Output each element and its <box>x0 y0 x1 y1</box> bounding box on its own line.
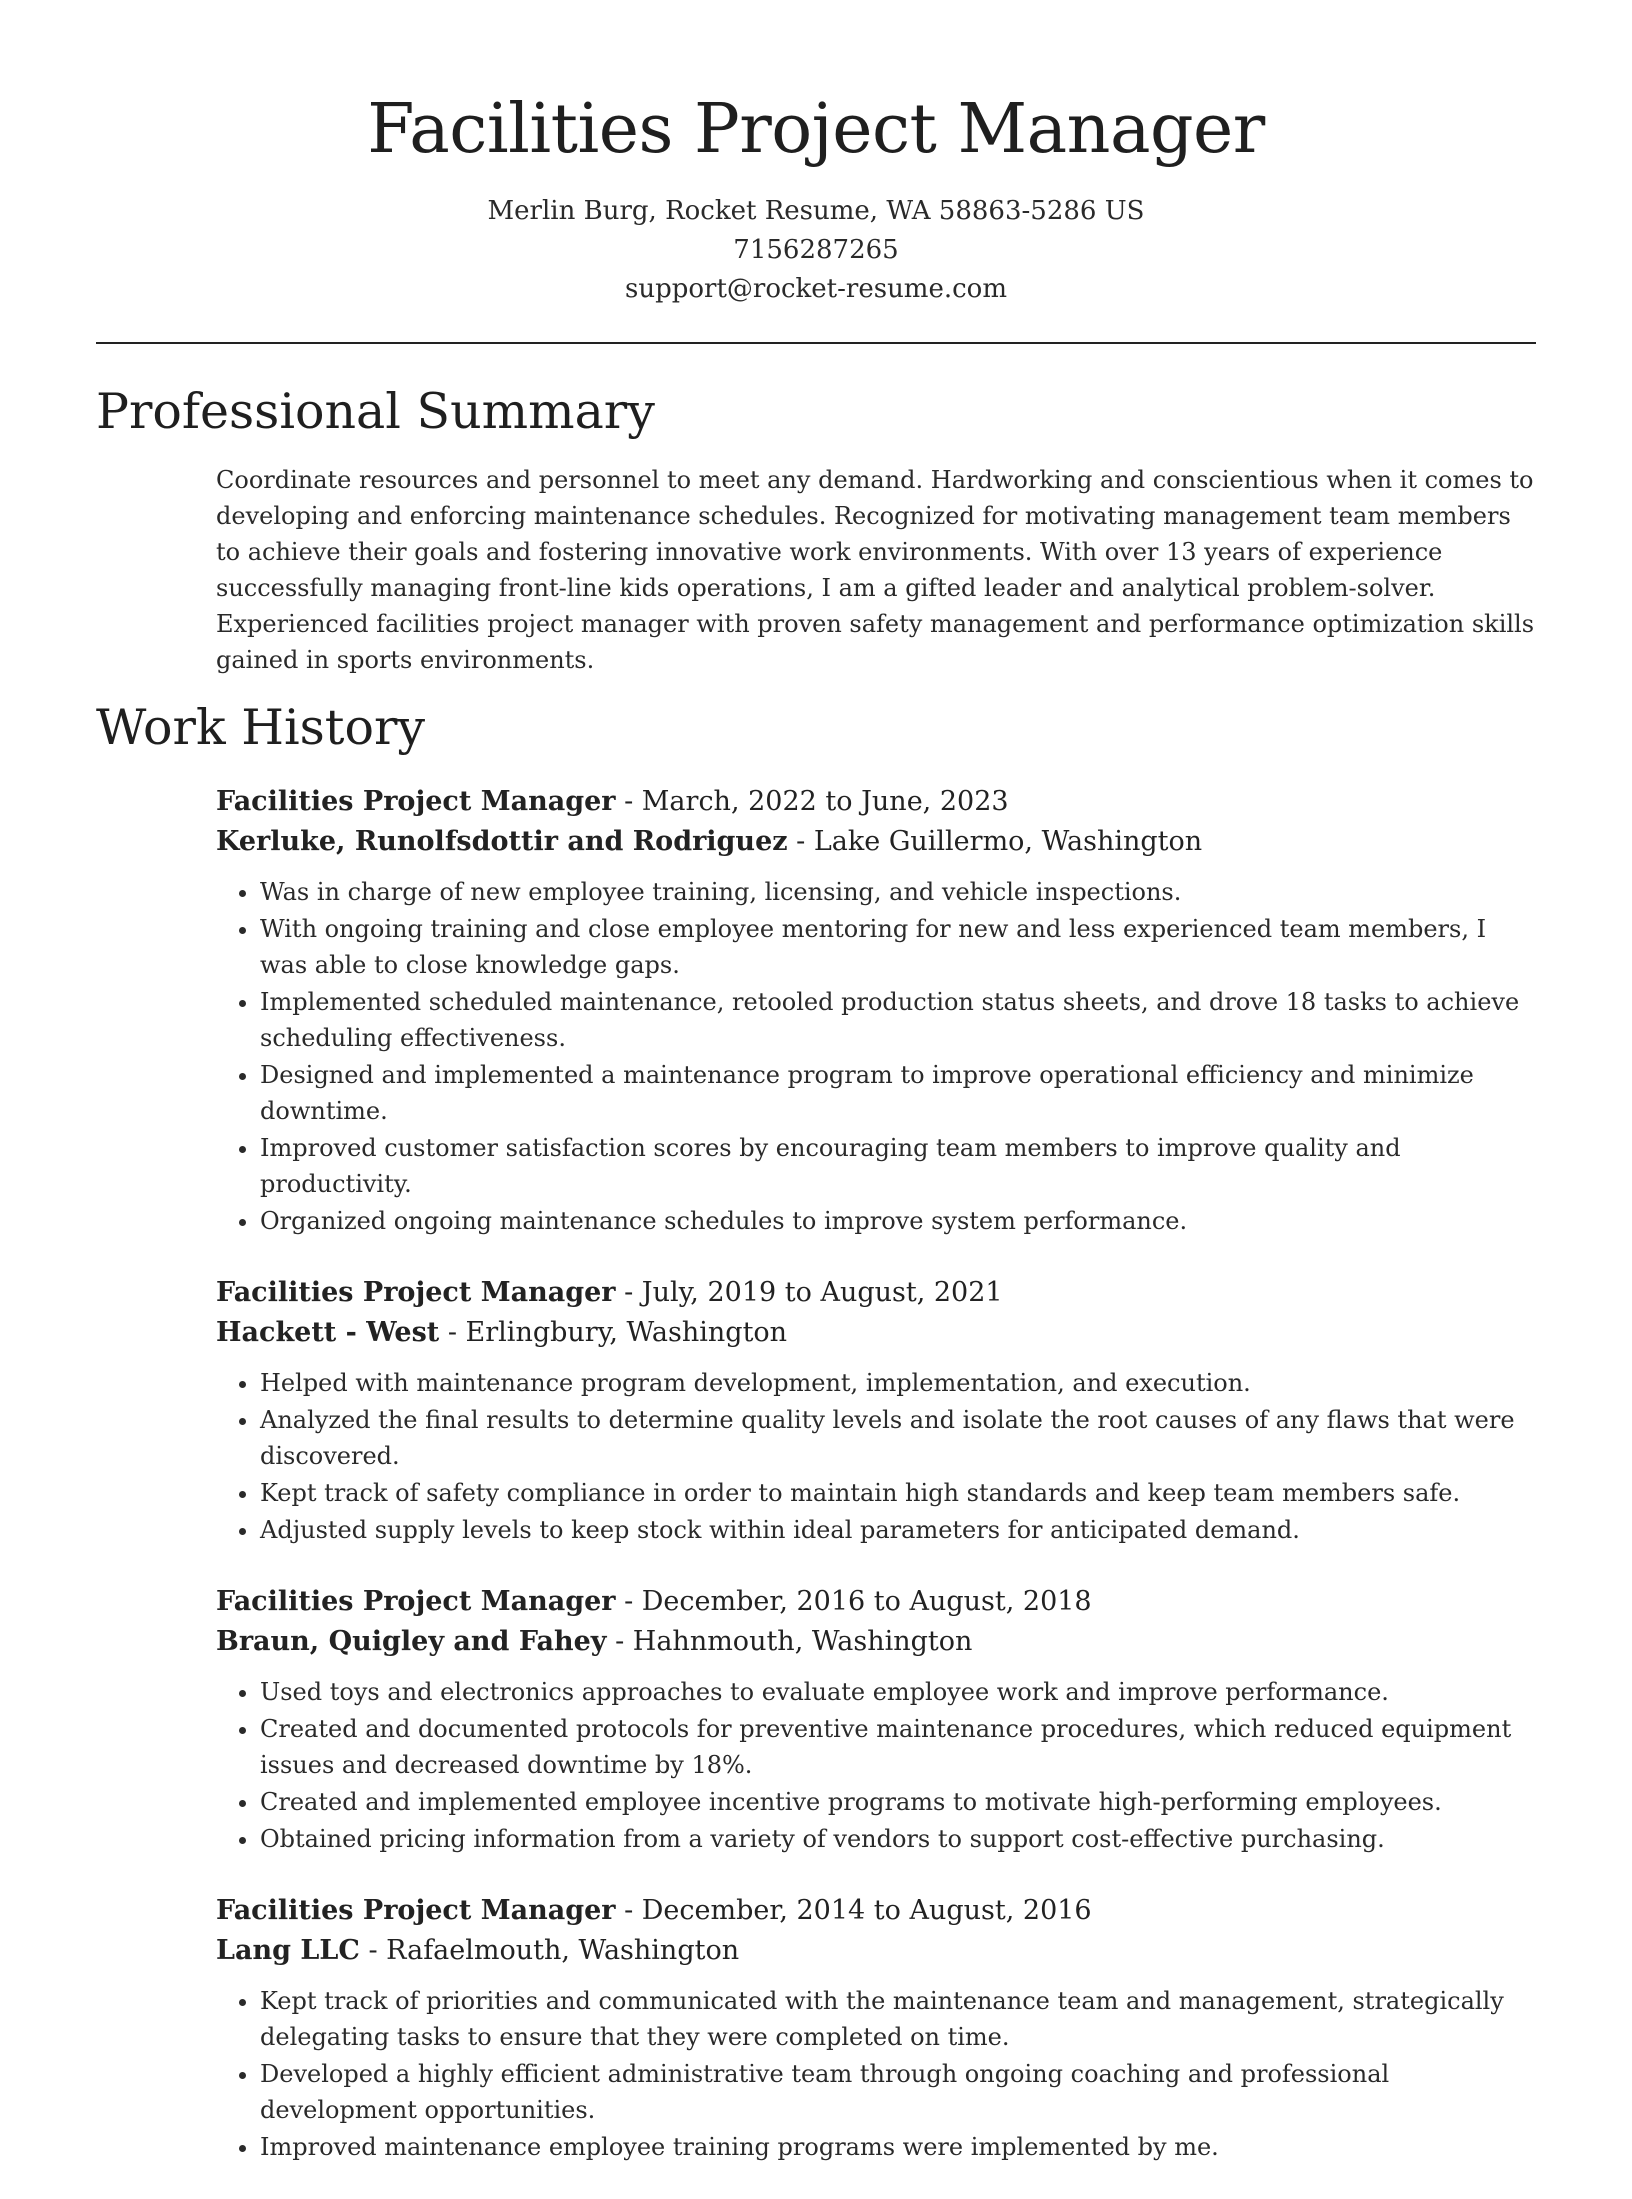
job-bullet: • Improved maintenance employee training programs were implemented by me. <box>260 2129 1540 2165</box>
job-bullet: • Adjusted supply levels to keep stock within ideal parameters for anticipated demand. <box>260 1512 1540 1548</box>
contact-email: support@rocket-resume.com <box>624 274 1007 304</box>
job-title-line <box>216 1891 1540 1931</box>
job-company: Braun, Quigley and Fahey <box>216 1626 607 1657</box>
job-bullets <box>216 1983 1540 2165</box>
job-bullet: • Helped with maintenance program development, implementation, and execution. <box>260 1365 1540 1401</box>
job-bullet: • Kept track of priorities and communicated with the maintenance team and management, strategically delegating tasks to ensure that they were completed on time. <box>260 1983 1540 2055</box>
job-bullet: • Obtained pricing information from a variety of vendors to support cost-effective purchasing. <box>260 1821 1540 1857</box>
job-location: - Rafaelmouth, Washington <box>359 1935 740 1966</box>
work-history-heading: Work History <box>96 699 426 756</box>
contact-address: Merlin Burg, Rocket Resume, WA 58863-5286 US <box>487 196 1145 226</box>
job-bullet: • Kept track of safety compliance in order to maintain high standards and keep team members safe. <box>260 1475 1540 1511</box>
job-role: Facilities Project Manager <box>216 786 616 817</box>
job-company-line <box>216 1313 1540 1353</box>
job-bullet: • Organized ongoing maintenance schedules to improve system performance. <box>260 1203 1540 1239</box>
job-entry <box>216 1582 1540 1857</box>
contact-phone: 7156287265 <box>733 235 899 265</box>
job-company: Kerluke, Runolfsdottir and Rodriguez <box>216 826 788 857</box>
job-bullet: • Analyzed the final results to determine quality levels and isolate the root causes of any flaws that were discovered. <box>260 1402 1540 1474</box>
job-bullet: • Was in charge of new employee training, licensing, and vehicle inspections. <box>260 874 1540 910</box>
job-bullets <box>216 1365 1540 1548</box>
job-company-line <box>216 1931 1540 1971</box>
job-location: - Erlingbury, Washington <box>439 1317 788 1348</box>
job-entry <box>216 1891 1540 2165</box>
job-bullet: • Designed and implemented a maintenance program to improve operational efficiency and minimize downtime. <box>260 1057 1540 1129</box>
job-location: - Lake Guillermo, Washington <box>787 826 1203 857</box>
job-dates: - December, 2016 to August, 2018 <box>615 1586 1092 1617</box>
job-bullet: • Created and documented protocols for preventive maintenance procedures, which reduced equipment issues and decreased downtime by 18%. <box>260 1711 1540 1783</box>
job-company-line <box>216 1622 1540 1662</box>
job-dates: - July, 2019 to August, 2021 <box>615 1277 1003 1308</box>
summary-heading: Professional Summary <box>96 383 655 440</box>
job-dates: - December, 2014 to August, 2016 <box>615 1895 1092 1926</box>
job-company-line <box>216 822 1540 862</box>
job-bullets <box>216 1674 1540 1857</box>
job-bullet: • Created and implemented employee incentive programs to motivate high-performing employees. <box>260 1784 1540 1820</box>
job-role: Facilities Project Manager <box>216 1895 616 1926</box>
summary-text: Coordinate resources and personnel to meet any demand. Hardworking and conscientious when it comes to developing and enforcing maintenance schedules. Recognized for motivating management team members to achieve their goals and fostering innovative work environments. With over 13 years of experience successfully managing front-line kids operations, I am a gifted leader and analytical problem-solver. Experienced facilities project manager with proven safety management and performance optimization skills gained in sports environments. <box>216 466 1535 674</box>
job-company: Lang LLC <box>216 1935 360 1966</box>
job-bullet: • Used toys and electronics approaches to evaluate employee work and improve performance. <box>260 1674 1540 1710</box>
job-title-line <box>216 1582 1540 1622</box>
job-entry <box>216 782 1540 1239</box>
job-role: Facilities Project Manager <box>216 1586 616 1617</box>
job-bullet: • With ongoing training and close employee mentoring for new and less experienced team members, I was able to close knowledge gaps. <box>260 911 1540 983</box>
job-bullets <box>216 874 1540 1239</box>
resume-name: Facilities Project Manager <box>367 90 1265 169</box>
job-bullet: • Improved customer satisfaction scores by encouraging team members to improve quality and productivity. <box>260 1130 1540 1202</box>
contact-block <box>0 192 1632 309</box>
work-history-list <box>216 782 1540 2199</box>
job-role: Facilities Project Manager <box>216 1277 616 1308</box>
job-entry <box>216 1273 1540 1548</box>
job-bullet: • Developed a highly efficient administrative team through ongoing coaching and professional development opportunities. <box>260 2056 1540 2128</box>
header-divider <box>96 342 1536 344</box>
job-company: Hackett - West <box>216 1317 440 1348</box>
job-dates: - March, 2022 to June, 2023 <box>615 786 1009 817</box>
job-location: - Hahnmouth, Washington <box>606 1626 973 1657</box>
job-title-line <box>216 1273 1540 1313</box>
job-bullet: • Implemented scheduled maintenance, retooled production status sheets, and drove 18 tasks to achieve scheduling effectiveness. <box>260 984 1540 1056</box>
job-title-line <box>216 782 1540 822</box>
resume-header <box>0 0 1632 309</box>
